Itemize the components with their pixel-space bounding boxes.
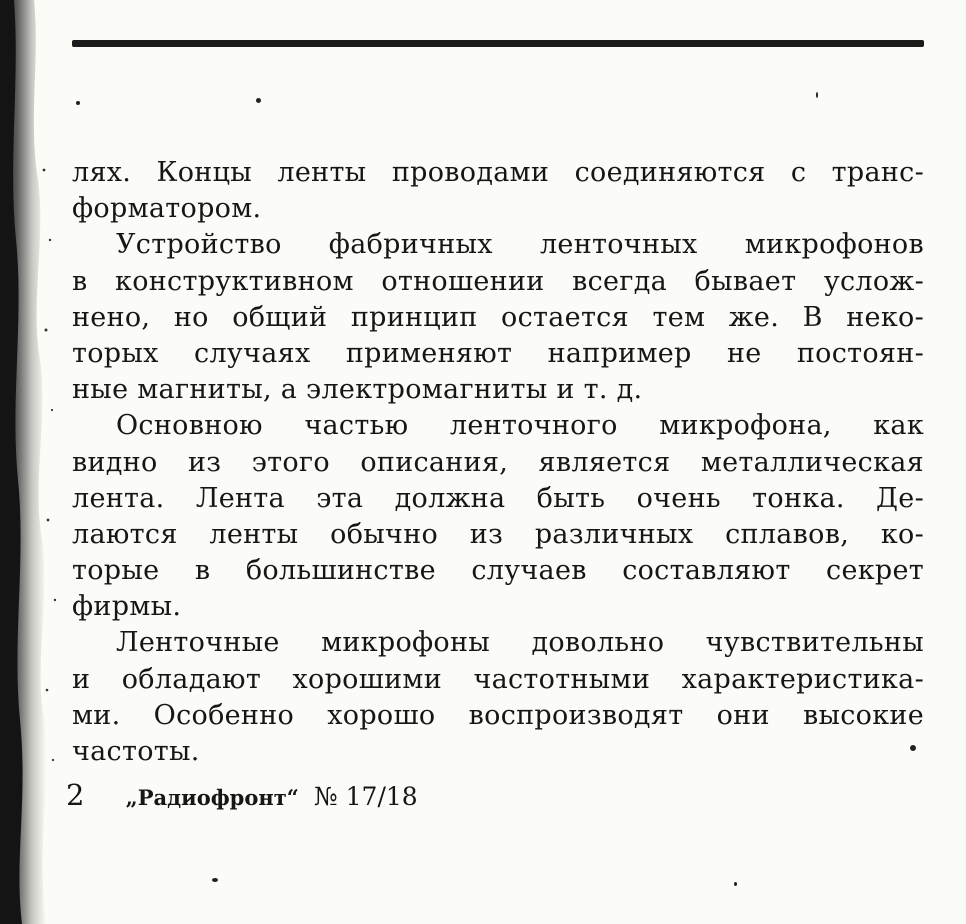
text-line: форматором. — [72, 193, 262, 225]
text-line: нено, но общий принцип остается тем же. В неко- — [72, 301, 924, 333]
text-line: лях. Концы ленты проводами соединяются с транс- — [72, 157, 924, 188]
ink-speck — [816, 92, 818, 98]
paragraph — [72, 155, 924, 227]
ink-speck — [76, 101, 80, 105]
text-line: Основною частью ленточного микрофона, как — [116, 410, 924, 442]
paragraph — [72, 625, 924, 770]
ink-speck — [734, 882, 737, 886]
text-line: Ленточные микрофоны довольно чувствительны — [116, 627, 924, 659]
text-line: видно из этого описания, является металлическая — [72, 446, 924, 478]
text-line: частоты. — [72, 736, 200, 767]
text-line: ные магниты, а электромагниты и т. д. — [72, 374, 643, 406]
paragraph — [72, 227, 924, 408]
text-line: и обладают хорошими частотными характеристика- — [72, 663, 924, 695]
torn-page-edge — [0, 0, 62, 924]
paragraph — [72, 408, 924, 625]
text-line: торые в большинстве случаев составляют секрет — [72, 555, 924, 587]
text-line: ми. Особенно хорошо воспроизводят они высокие — [72, 699, 924, 731]
page-number: 2 — [66, 778, 85, 812]
ink-speck — [256, 98, 261, 103]
text-line: лента. Лента эта должна быть очень тонка. Де- — [72, 482, 924, 514]
article-text — [72, 155, 924, 770]
text-line: торых случаях применяют например не постоян- — [72, 337, 924, 369]
page-footer — [66, 778, 418, 812]
text-line: фирмы. — [72, 591, 182, 623]
ink-speck — [212, 878, 218, 882]
header-rule — [72, 40, 924, 47]
text-line: лаются ленты обычно из различных сплавов, ко- — [72, 518, 924, 550]
text-line: в конструктивном отношении всегда бывает услож- — [72, 265, 924, 297]
text-line: Устройство фабричных ленточных микрофонов — [116, 229, 924, 261]
issue-number: № 17/18 — [314, 782, 418, 811]
magazine-title: „Радиофронт“ — [125, 785, 299, 810]
